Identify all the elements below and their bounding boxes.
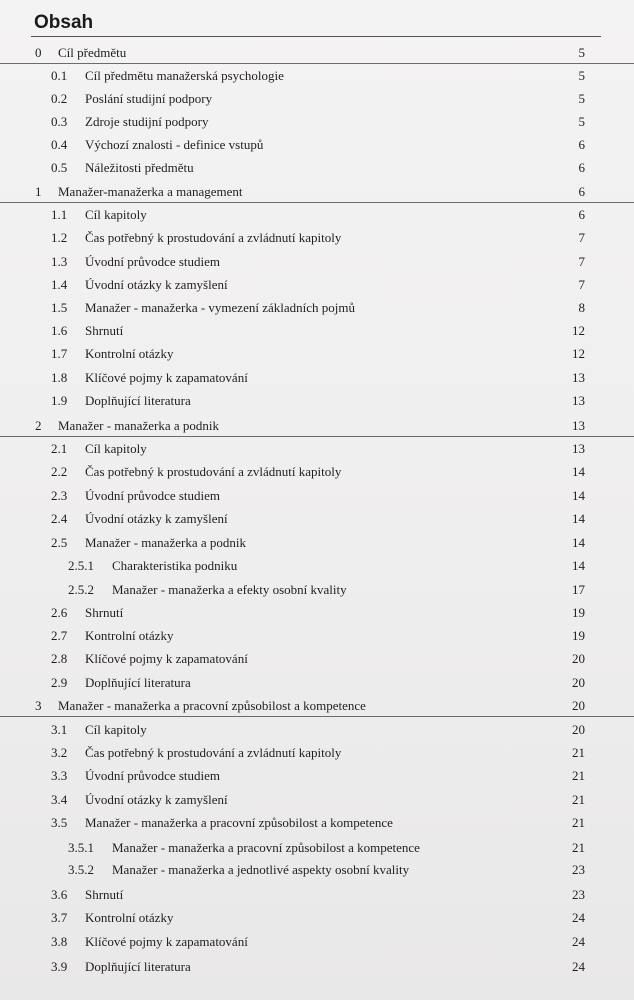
toc-entry-page: 5 bbox=[578, 68, 585, 83]
toc-entry bbox=[0, 651, 634, 669]
toc-entry-page: 5 bbox=[578, 91, 585, 106]
toc-entry-number: 2 bbox=[35, 418, 42, 433]
toc-entry-page: 6 bbox=[578, 160, 585, 175]
toc-entry bbox=[0, 887, 634, 905]
toc-entry bbox=[0, 207, 634, 225]
toc-entry bbox=[0, 745, 634, 763]
toc-entry-page: 6 bbox=[578, 184, 585, 199]
toc-entry-number: 1.4 bbox=[51, 277, 68, 292]
toc-entry-page: 14 bbox=[572, 535, 585, 550]
toc-entry-number: 2.4 bbox=[51, 511, 68, 526]
toc-entry-title: Úvodní průvodce studiem bbox=[85, 254, 221, 269]
toc-entry-number: 3.2 bbox=[51, 745, 68, 760]
toc-entry-number: 2.1 bbox=[51, 441, 68, 456]
toc-entry bbox=[0, 862, 634, 880]
toc-entry-page: 5 bbox=[578, 114, 585, 129]
toc-entry bbox=[0, 768, 634, 786]
toc-entry-page: 13 bbox=[572, 441, 585, 456]
toc-entry-number: 0.1 bbox=[51, 68, 68, 83]
toc-entry bbox=[0, 370, 634, 388]
toc-entry-title: Cíl kapitoly bbox=[85, 441, 147, 456]
toc-entry-title: Cíl předmětu manažerská psychologie bbox=[85, 68, 284, 83]
toc-entry-page: 21 bbox=[572, 840, 585, 855]
toc-entry bbox=[0, 346, 634, 364]
toc-entry-page: 12 bbox=[572, 346, 585, 361]
toc-entry-title: Manažer - manažerka a pracovní způsobilost a kompetence bbox=[85, 815, 393, 830]
toc-entry-number: 3.4 bbox=[51, 792, 68, 807]
toc-entry bbox=[0, 840, 634, 858]
toc-entry-title: Manažer - manažerka a podnik bbox=[58, 418, 219, 433]
toc-entry-number: 2.2 bbox=[51, 464, 68, 479]
toc-entry-number: 0.4 bbox=[51, 137, 68, 152]
toc-entry bbox=[0, 464, 634, 482]
toc-entry bbox=[0, 45, 634, 64]
toc-entry-title: Manažer - manažerka a pracovní způsobilost a kompetence bbox=[58, 698, 366, 713]
toc-entry-page: 5 bbox=[578, 45, 585, 60]
toc-entry bbox=[0, 722, 634, 740]
toc-entry-number: 2.9 bbox=[51, 675, 68, 690]
toc-entry-title: Cíl kapitoly bbox=[85, 207, 147, 222]
toc-entry-title: Shrnutí bbox=[85, 323, 124, 338]
toc-entry-number: 1.8 bbox=[51, 370, 68, 385]
toc-entry-number: 2.5.1 bbox=[68, 558, 94, 573]
toc-entry-number: 1.7 bbox=[51, 346, 68, 361]
toc-entry-title: Úvodní otázky k zamyšlení bbox=[85, 277, 228, 292]
toc-entry bbox=[0, 323, 634, 341]
toc-entry-page: 13 bbox=[572, 370, 585, 385]
toc-entry bbox=[0, 558, 634, 576]
toc-entry-page: 14 bbox=[572, 488, 585, 503]
toc-entry bbox=[0, 792, 634, 810]
toc-entry-number: 2.5.2 bbox=[68, 582, 94, 597]
toc-entry bbox=[0, 582, 634, 600]
toc-entry-title: Poslání studijní podpory bbox=[85, 91, 213, 106]
toc-entry-title: Doplňující literatura bbox=[85, 959, 191, 974]
title-divider bbox=[31, 36, 601, 37]
toc-entry bbox=[0, 675, 634, 693]
toc-entry bbox=[0, 254, 634, 272]
toc-entry bbox=[0, 488, 634, 506]
toc-entry-number: 3.5.1 bbox=[68, 840, 94, 855]
toc-entry-title: Zdroje studijní podpory bbox=[85, 114, 209, 129]
toc-entry-page: 14 bbox=[572, 464, 585, 479]
toc-entry-page: 19 bbox=[572, 628, 585, 643]
toc-entry-title: Klíčové pojmy k zapamatování bbox=[85, 934, 248, 949]
toc-entry-page: 21 bbox=[572, 792, 585, 807]
toc-entry bbox=[0, 230, 634, 248]
toc-entry-title: Manažer-manažerka a management bbox=[58, 184, 243, 199]
toc-entry-title: Kontrolní otázky bbox=[85, 346, 174, 361]
toc-entry-page: 14 bbox=[572, 558, 585, 573]
toc-entry bbox=[0, 605, 634, 623]
toc-entry bbox=[0, 300, 634, 318]
toc-entry-page: 24 bbox=[572, 959, 585, 974]
toc-entry-page: 7 bbox=[578, 254, 585, 269]
toc-entry-title: Úvodní průvodce studiem bbox=[85, 488, 221, 503]
toc-entry-page: 20 bbox=[572, 698, 585, 713]
toc-entry-title: Cíl předmětu bbox=[58, 45, 127, 60]
toc-entry-title: Čas potřebný k prostudování a zvládnutí kapitoly bbox=[85, 230, 342, 245]
toc-entry-number: 1.1 bbox=[51, 207, 68, 222]
toc-entry bbox=[0, 91, 634, 109]
toc-entry-title: Shrnutí bbox=[85, 887, 124, 902]
toc-entry-title: Klíčové pojmy k zapamatování bbox=[85, 651, 248, 666]
toc-entry-title: Manažer - manažerka a efekty osobní kvality bbox=[112, 582, 347, 597]
toc-entry bbox=[0, 535, 634, 553]
toc-entry-page: 23 bbox=[572, 862, 585, 877]
toc-entry-number: 1.2 bbox=[51, 230, 68, 245]
toc-entry-number: 0 bbox=[35, 45, 42, 60]
toc-entry-page: 7 bbox=[578, 230, 585, 245]
toc-entry-page: 17 bbox=[572, 582, 585, 597]
toc-entry bbox=[0, 959, 634, 977]
toc-entry-title: Charakteristika podniku bbox=[112, 558, 238, 573]
toc-entry-title: Cíl kapitoly bbox=[85, 722, 147, 737]
toc-entry bbox=[0, 137, 634, 155]
toc-entry-number: 3.5 bbox=[51, 815, 68, 830]
toc-entry bbox=[0, 160, 634, 178]
toc-entry-page: 13 bbox=[572, 418, 585, 433]
toc-entry-title: Manažer - manažerka a pracovní způsobilost a kompetence bbox=[112, 840, 420, 855]
toc-entry-number: 1.5 bbox=[51, 300, 68, 315]
toc-entry bbox=[0, 114, 634, 132]
toc-entry bbox=[0, 698, 634, 717]
toc-entry-page: 20 bbox=[572, 722, 585, 737]
toc-entry-number: 3.9 bbox=[51, 959, 68, 974]
toc-entry-title: Klíčové pojmy k zapamatování bbox=[85, 370, 248, 385]
toc-entry-number: 3.6 bbox=[51, 887, 68, 902]
toc-entry-page: 6 bbox=[578, 137, 585, 152]
toc-entry-number: 3.7 bbox=[51, 910, 68, 925]
toc-entry-number: 1 bbox=[35, 184, 42, 199]
toc-entry-title: Doplňující literatura bbox=[85, 675, 191, 690]
toc-entry-number: 2.5 bbox=[51, 535, 68, 550]
toc-entry-number: 2.8 bbox=[51, 651, 68, 666]
page-title: Obsah bbox=[34, 12, 94, 33]
toc-entry-page: 21 bbox=[572, 745, 585, 760]
toc-entry-page: 21 bbox=[572, 768, 585, 783]
toc-entry-number: 0.5 bbox=[51, 160, 68, 175]
toc-entry-page: 12 bbox=[572, 323, 585, 338]
toc-entry-number: 2.7 bbox=[51, 628, 68, 643]
toc-entry bbox=[0, 441, 634, 459]
toc-entry-title: Úvodní otázky k zamyšlení bbox=[85, 792, 228, 807]
toc-entry-title: Manažer - manažerka a jednotlivé aspekty osobní kvality bbox=[112, 862, 410, 877]
toc-entry-number: 3.5.2 bbox=[68, 862, 94, 877]
toc-entry bbox=[0, 910, 634, 928]
toc-entry-number: 0.3 bbox=[51, 114, 68, 129]
toc-entry-title: Čas potřebný k prostudování a zvládnutí kapitoly bbox=[85, 745, 342, 760]
toc-entry bbox=[0, 184, 634, 203]
toc-entry-title: Výchozí znalosti - definice vstupů bbox=[85, 137, 264, 152]
toc-entry-number: 0.2 bbox=[51, 91, 68, 106]
toc-entry bbox=[0, 393, 634, 411]
toc-entry-title: Doplňující literatura bbox=[85, 393, 191, 408]
toc-entry-title: Manažer - manažerka a podnik bbox=[85, 535, 246, 550]
toc-entry-number: 3 bbox=[35, 698, 42, 713]
toc-entry-number: 1.9 bbox=[51, 393, 68, 408]
toc-entry-number: 2.6 bbox=[51, 605, 68, 620]
toc-entry-page: 23 bbox=[572, 887, 585, 902]
toc-entry-page: 20 bbox=[572, 651, 585, 666]
toc-entry-title: Kontrolní otázky bbox=[85, 910, 174, 925]
toc-entry bbox=[0, 277, 634, 295]
toc-entry-page: 24 bbox=[572, 934, 585, 949]
toc-entry-page: 13 bbox=[572, 393, 585, 408]
toc-entry bbox=[0, 815, 634, 833]
toc-entry bbox=[0, 418, 634, 437]
toc-entry bbox=[0, 934, 634, 952]
toc-entry-page: 6 bbox=[578, 207, 585, 222]
toc-entry-title: Čas potřebný k prostudování a zvládnutí kapitoly bbox=[85, 464, 342, 479]
toc-entry-title: Shrnutí bbox=[85, 605, 124, 620]
toc-entry-number: 3.3 bbox=[51, 768, 68, 783]
toc-entry-page: 24 bbox=[572, 910, 585, 925]
toc-entry-number: 3.1 bbox=[51, 722, 68, 737]
toc-entry-title: Náležitosti předmětu bbox=[85, 160, 194, 175]
toc-entry bbox=[0, 511, 634, 529]
toc-entry-page: 8 bbox=[578, 300, 585, 315]
toc-entry-number: 3.8 bbox=[51, 934, 68, 949]
toc-entry-number: 2.3 bbox=[51, 488, 68, 503]
toc-entry-title: Úvodní průvodce studiem bbox=[85, 768, 221, 783]
toc-entry bbox=[0, 68, 634, 86]
toc-entry-title: Manažer - manažerka - vymezení základních pojmů bbox=[85, 300, 355, 315]
toc-entry-page: 19 bbox=[572, 605, 585, 620]
toc-entry-page: 14 bbox=[572, 511, 585, 526]
toc-entry-page: 20 bbox=[572, 675, 585, 690]
toc-entry-number: 1.6 bbox=[51, 323, 68, 338]
toc-entry bbox=[0, 628, 634, 646]
toc-entry-title: Úvodní otázky k zamyšlení bbox=[85, 511, 228, 526]
toc-entry-page: 7 bbox=[578, 277, 585, 292]
toc-entry-title: Kontrolní otázky bbox=[85, 628, 174, 643]
toc-entry-page: 21 bbox=[572, 815, 585, 830]
toc-entry-number: 1.3 bbox=[51, 254, 68, 269]
